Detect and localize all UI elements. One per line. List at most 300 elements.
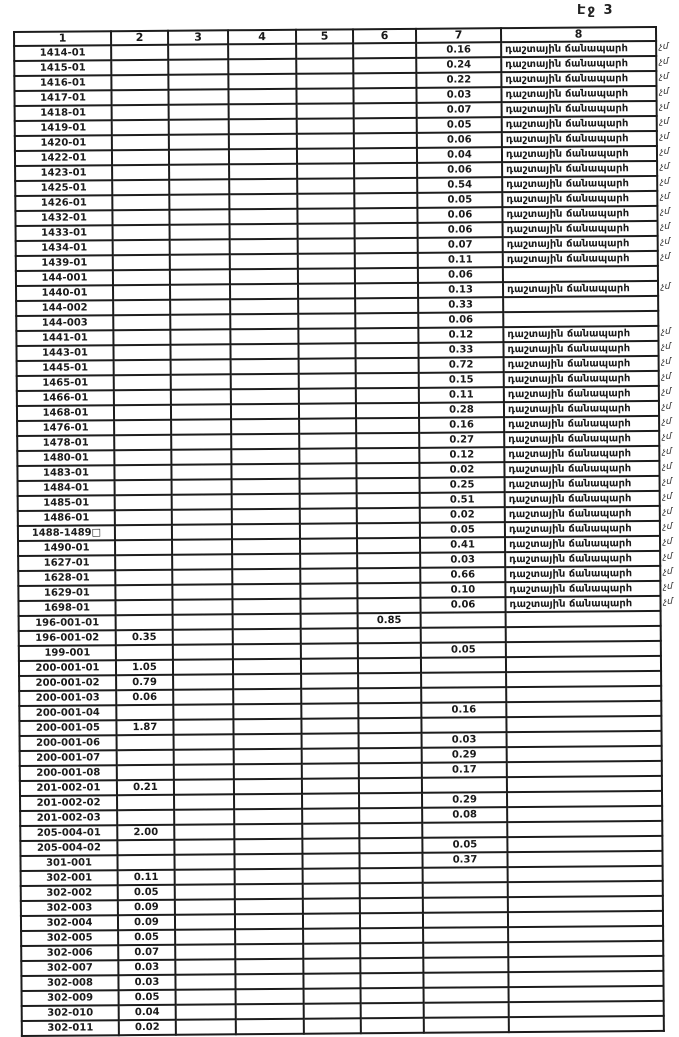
cell-col5-value: [299, 373, 356, 388]
road-suffix-note: չմ: [661, 386, 672, 397]
cell-col4-value: [233, 674, 301, 690]
cell-land-use: [507, 821, 662, 837]
cell-col7-value: 0.54: [417, 177, 502, 193]
cell-col2-value: 0.21: [117, 780, 174, 795]
cell-land-use: դաշտային ճանապարհ չմ: [502, 101, 657, 117]
cell-col3-value: [172, 554, 232, 569]
cell-col4-value: [230, 284, 298, 300]
cell-col7-value: [424, 987, 509, 1003]
cell-col6-value: [359, 823, 422, 838]
cell-col6-value: [361, 1003, 424, 1018]
cell-col4-value: [230, 314, 298, 330]
cell-col4-value: [235, 869, 303, 885]
cell-col5-value: [303, 973, 360, 988]
cell-col6-value: [354, 133, 417, 148]
cell-parcel-id: 201-002-01: [20, 780, 117, 796]
road-suffix-note: չմ: [659, 86, 669, 97]
road-suffix-note: չմ: [659, 146, 670, 157]
cell-col2-value: [115, 510, 172, 525]
cell-land-use: [508, 911, 663, 927]
cell-col7-value: 0.33: [418, 342, 503, 358]
cell-col4-value: [234, 794, 302, 810]
cell-col3-value: [170, 284, 230, 299]
cell-col2-value: [112, 120, 169, 135]
cell-col3-value: [170, 224, 230, 239]
cell-col7-value: 0.17: [422, 762, 507, 778]
cell-parcel-id: 1465-01: [17, 375, 114, 391]
cell-col5-value: [298, 328, 355, 343]
cell-col2-value: [115, 585, 172, 600]
cell-parcel-id: 1490-01: [18, 540, 115, 556]
cell-col2-value: [112, 105, 169, 120]
cell-col7-value: [421, 612, 506, 628]
cell-land-use: դաշտային ճանապարհ չմ: [504, 416, 659, 432]
road-suffix-note: չմ: [659, 131, 670, 142]
cell-col4-value: [230, 224, 298, 240]
cell-col5-value: [300, 478, 357, 493]
cell-col2-value: [115, 600, 172, 615]
cell-parcel-id: 302-008: [21, 975, 118, 991]
cell-parcel-id: 1627-01: [18, 555, 115, 571]
cell-col2-value: 0.05: [118, 930, 175, 945]
cell-col2-value: 0.79: [116, 675, 173, 690]
cell-col3-value: [172, 539, 232, 554]
cell-col7-value: 0.06: [420, 597, 505, 613]
cell-col5-value: [297, 208, 354, 223]
cell-col7-value: 0.29: [422, 792, 507, 808]
cell-col5-value: [299, 448, 356, 463]
cell-col4-value: [233, 614, 301, 630]
road-suffix-note: չմ: [660, 176, 670, 187]
cell-col3-value: [169, 134, 229, 149]
cell-col7-value: 0.12: [419, 447, 504, 463]
cell-col7-value: 0.05: [417, 192, 502, 208]
cell-parcel-id: 1433-01: [16, 225, 113, 241]
cell-col5-value: [300, 508, 357, 523]
cell-col7-value: 0.06: [418, 312, 503, 328]
cell-col7-value: 0.72: [419, 357, 504, 373]
cell-parcel-id: 1476-01: [17, 420, 114, 436]
cell-col4-value: [233, 644, 301, 660]
cell-parcel-id: 302-006: [21, 945, 118, 961]
cell-parcel-id: 302-010: [22, 1005, 119, 1021]
cell-land-use: դաշտային ճանապարհ չմ: [505, 596, 660, 612]
cell-col5-value: [301, 673, 358, 688]
cell-col4-value: [228, 89, 296, 105]
cell-land-use: դաշտային ճանապարհ չմ: [502, 116, 657, 132]
cell-col4-value: [228, 74, 296, 90]
cell-col6-value: [356, 418, 419, 433]
cell-col6-value: 0.85: [358, 613, 421, 628]
road-suffix-note: չմ: [663, 596, 673, 607]
cell-parcel-id: 1432-01: [15, 210, 112, 226]
cell-col5-value: [297, 118, 354, 133]
cell-land-use: դաշտային ճանապարհ չմ: [503, 236, 658, 252]
cell-col2-value: [113, 285, 170, 300]
cell-col2-value: [111, 45, 168, 60]
cell-col3-value: [168, 59, 228, 74]
cell-col4-value: [234, 809, 302, 825]
cell-col2-value: [113, 240, 170, 255]
cell-col2-value: [117, 810, 174, 825]
cell-col4-value: [229, 119, 297, 135]
cell-col2-value: [117, 840, 174, 855]
cell-col3-value: [175, 914, 235, 929]
cell-col5-value: [302, 778, 359, 793]
cell-land-use: [509, 1001, 664, 1017]
cell-col2-value: [115, 555, 172, 570]
cell-col5-value: [299, 403, 356, 418]
cell-col2-value: [111, 75, 168, 90]
cell-col5-value: [298, 238, 355, 253]
cell-land-use: դաշտային ճանապարհ չմ: [503, 281, 658, 297]
cell-col6-value: [357, 523, 420, 538]
cell-col3-value: [168, 44, 228, 59]
cell-col5-value: [298, 223, 355, 238]
cell-land-use: [507, 731, 662, 747]
cell-col5-value: [298, 253, 355, 268]
cell-col6-value: [360, 958, 423, 973]
cell-col4-value: [236, 989, 304, 1005]
cell-col7-value: [423, 867, 508, 883]
cell-col5-value: [296, 43, 353, 58]
cell-land-use: [506, 671, 661, 687]
cell-col4-value: [229, 134, 297, 150]
road-suffix-note: չմ: [660, 236, 671, 247]
cell-col7-value: [424, 1002, 509, 1018]
cell-col3-value: [169, 149, 229, 164]
cell-col7-value: 0.02: [419, 462, 504, 478]
cell-col5-value: [300, 493, 357, 508]
cell-col4-value: [232, 584, 300, 600]
cell-parcel-id: 1415-01: [14, 60, 111, 76]
cell-col4-value: [232, 479, 300, 495]
cell-col4-value: [230, 269, 298, 285]
cell-col3-value: [175, 929, 235, 944]
cell-col6-value: [354, 208, 417, 223]
cell-col4-value: [229, 179, 297, 195]
cell-col5-value: [299, 358, 356, 373]
cell-col7-value: 0.16: [416, 42, 501, 58]
cell-col5-value: [298, 313, 355, 328]
cell-col3-value: [174, 854, 234, 869]
cell-col6-value: [357, 538, 420, 553]
cell-col6-value: [355, 328, 418, 343]
cell-col3-value: [169, 209, 229, 224]
cell-parcel-id: 302-002: [21, 885, 118, 901]
road-suffix-note: չմ: [660, 221, 670, 232]
cell-land-use: դաշտային ճանապարհ չմ: [505, 566, 660, 582]
cell-col6-value: [355, 298, 418, 313]
cell-land-use: [508, 941, 663, 957]
cell-col5-value: [299, 433, 356, 448]
cell-col2-value: [111, 60, 168, 75]
cell-col3-value: [174, 839, 234, 854]
cell-col5-value: [303, 913, 360, 928]
cell-parcel-id: 144-002: [16, 300, 113, 316]
cell-col7-value: 0.05: [420, 522, 505, 538]
cell-parcel-id: 1480-01: [17, 450, 114, 466]
cell-col2-value: 1.87: [116, 720, 173, 735]
cell-col6-value: [360, 868, 423, 883]
cell-col6-value: [359, 838, 422, 853]
cell-land-use: [507, 746, 662, 762]
cell-col4-value: [233, 659, 301, 675]
cell-col2-value: [117, 750, 174, 765]
cell-col4-value: [230, 239, 298, 255]
cell-col4-value: [232, 569, 300, 585]
cell-col2-value: [114, 360, 171, 375]
cell-col3-value: [171, 464, 231, 479]
cell-col5-value: [302, 808, 359, 823]
cell-col3-value: [175, 899, 235, 914]
cell-land-use: [503, 296, 658, 312]
cell-col4-value: [231, 374, 299, 390]
cell-col7-value: 0.51: [420, 492, 505, 508]
cell-col3-value: [173, 629, 233, 644]
cell-col5-value: [298, 283, 355, 298]
cell-land-use: դաշտային ճանապարհ չմ: [502, 131, 657, 147]
cell-col7-value: [421, 687, 506, 703]
cell-land-use: դաշտային ճանապարհ չմ: [503, 251, 658, 267]
cell-col5-value: [299, 418, 356, 433]
cell-col2-value: [114, 450, 171, 465]
cell-col3-value: [176, 989, 236, 1004]
cell-col3-value: [172, 584, 232, 599]
cell-col3-value: [174, 794, 234, 809]
cell-col6-value: [355, 223, 418, 238]
cell-col5-value: [304, 1003, 361, 1018]
cell-col3-value: [175, 869, 235, 884]
cell-land-use: [508, 881, 663, 897]
road-suffix-note: չմ: [661, 371, 672, 382]
cell-col3-value: [171, 389, 231, 404]
cell-col5-value: [297, 163, 354, 178]
cell-parcel-id: 201-002-02: [20, 795, 117, 811]
cell-col5-value: [300, 523, 357, 538]
cell-col3-value: [173, 644, 233, 659]
cell-col4-value: [232, 539, 300, 555]
cell-col6-value: [357, 493, 420, 508]
cell-parcel-id: 1417-01: [14, 90, 111, 106]
cell-col3-value: [171, 374, 231, 389]
road-suffix-note: չմ: [663, 581, 673, 592]
column-header: 4: [228, 30, 296, 45]
cell-land-use: [509, 1016, 664, 1032]
cell-land-use: դաշտային ճանապարհ չմ: [502, 176, 657, 192]
cell-col6-value: [356, 463, 419, 478]
cell-col3-value: [173, 704, 233, 719]
cell-col2-value: 0.02: [119, 1020, 176, 1035]
cell-col2-value: [114, 390, 171, 405]
cell-col4-value: [231, 359, 299, 375]
road-suffix-note: չմ: [662, 446, 672, 457]
cell-col6-value: [357, 598, 420, 613]
cell-col5-value: [302, 763, 359, 778]
column-header: 5: [296, 29, 353, 43]
cell-col2-value: 0.07: [118, 945, 175, 960]
cell-col3-value: [171, 434, 231, 449]
road-suffix-note: չմ: [662, 476, 672, 487]
cell-col6-value: [356, 433, 419, 448]
cell-col5-value: [300, 598, 357, 613]
road-suffix-note: չմ: [663, 566, 673, 577]
cell-parcel-id: 200-001-07: [20, 750, 117, 766]
cell-col7-value: [423, 942, 508, 958]
cell-col6-value: [359, 853, 422, 868]
cell-land-use: [507, 806, 662, 822]
cell-col3-value: [172, 479, 232, 494]
cell-col3-value: [176, 1019, 236, 1034]
cell-parcel-id: 302-003: [21, 900, 118, 916]
cell-parcel-id: 1484-01: [18, 480, 115, 496]
cell-col3-value: [174, 749, 234, 764]
road-suffix-note: չմ: [660, 191, 670, 202]
cell-col4-value: [233, 689, 301, 705]
cell-col3-value: [170, 314, 230, 329]
cell-col5-value: [297, 178, 354, 193]
cell-col2-value: [114, 465, 171, 480]
cell-col7-value: 0.16: [419, 417, 504, 433]
cell-col5-value: [301, 688, 358, 703]
cell-col5-value: [303, 883, 360, 898]
cell-col2-value: [115, 525, 172, 540]
cell-col2-value: [112, 165, 169, 180]
cell-land-use: դաշտային ճանապարհ չմ: [505, 476, 660, 492]
cell-parcel-id: 1422-01: [15, 150, 112, 166]
cell-land-use: դաշտային ճանապարհ չմ: [502, 206, 657, 222]
cell-parcel-id: 205-004-01: [20, 825, 117, 841]
cell-col4-value: [230, 254, 298, 270]
cell-col3-value: [169, 104, 229, 119]
cell-col7-value: 0.05: [421, 642, 506, 658]
cell-land-use: դաշտային ճանապարհ չմ: [502, 161, 657, 177]
cell-land-use: [503, 266, 658, 282]
cell-parcel-id: 200-001-01: [19, 660, 116, 676]
cell-col2-value: [116, 705, 173, 720]
cell-parcel-id: 1698-01: [18, 600, 115, 616]
cell-col2-value: [115, 480, 172, 495]
cell-land-use: [506, 626, 661, 642]
cell-parcel-id: 1488-1489□: [18, 525, 115, 541]
cell-col4-value: [231, 434, 299, 450]
cell-col6-value: [355, 238, 418, 253]
cell-col5-value: [300, 553, 357, 568]
road-suffix-note: չմ: [659, 41, 669, 52]
cell-col7-value: 0.33: [418, 297, 503, 313]
cell-col2-value: 0.03: [118, 975, 175, 990]
cell-col2-value: 0.09: [118, 915, 175, 930]
cell-col4-value: [230, 329, 298, 345]
cell-col6-value: [355, 343, 418, 358]
cell-col5-value: [296, 88, 353, 103]
cell-col4-value: [234, 749, 302, 765]
cell-col6-value: [354, 193, 417, 208]
cell-col7-value: 0.22: [416, 72, 501, 88]
cell-col6-value: [359, 748, 422, 763]
cell-col6-value: [359, 793, 422, 808]
cell-parcel-id: 199-001: [19, 645, 116, 661]
cell-parcel-id: 302-004: [21, 915, 118, 931]
road-suffix-note: չմ: [661, 401, 672, 412]
cell-col6-value: [358, 658, 421, 673]
cell-land-use: դաշտային ճանապարհ չմ: [501, 56, 656, 72]
cell-col6-value: [354, 118, 417, 133]
cell-col5-value: [302, 823, 359, 838]
road-suffix-note: չմ: [660, 206, 670, 217]
cell-parcel-id: 1416-01: [14, 75, 111, 91]
cell-col2-value: [113, 225, 170, 240]
cell-col3-value: [170, 269, 230, 284]
cell-col4-value: [231, 449, 299, 465]
cell-col5-value: [303, 928, 360, 943]
cell-col7-value: 0.24: [416, 57, 501, 73]
cell-col7-value: 0.10: [420, 582, 505, 598]
cell-col5-value: [303, 943, 360, 958]
cell-col7-value: [421, 627, 506, 643]
cell-parcel-id: 200-001-08: [20, 765, 117, 781]
cell-col7-value: 0.25: [420, 477, 505, 493]
cell-col6-value: [355, 268, 418, 283]
cell-col5-value: [302, 793, 359, 808]
cell-col7-value: 0.03: [420, 552, 505, 568]
cell-col7-value: 0.05: [417, 117, 502, 133]
cell-col6-value: [353, 58, 416, 73]
road-suffix-note: չմ: [659, 56, 669, 67]
cell-col7-value: 0.37: [422, 852, 507, 868]
cell-land-use: [507, 791, 662, 807]
cell-parcel-id: 302-011: [22, 1020, 119, 1036]
cell-parcel-id: 1426-01: [15, 195, 112, 211]
cell-col5-value: [301, 718, 358, 733]
cell-land-use: դաշտային ճանապարհ չմ: [502, 191, 657, 207]
cell-land-use: դաշտային ճանապարհ չմ: [505, 536, 660, 552]
cell-col4-value: [235, 944, 303, 960]
cell-col2-value: [112, 195, 169, 210]
cell-col6-value: [355, 283, 418, 298]
cell-col4-value: [235, 884, 303, 900]
cell-land-use: դաշտային ճանապարհ չմ: [501, 71, 656, 87]
cell-col3-value: [173, 659, 233, 674]
cell-parcel-id: 302-009: [22, 990, 119, 1006]
cell-col6-value: [360, 928, 423, 943]
cell-col3-value: [168, 74, 228, 89]
cell-col4-value: [228, 44, 296, 60]
cell-col7-value: [423, 897, 508, 913]
cell-col7-value: [421, 672, 506, 688]
cell-col6-value: [355, 313, 418, 328]
cell-parcel-id: 302-001: [21, 870, 118, 886]
cell-col7-value: 0.06: [418, 267, 503, 283]
cell-parcel-id: 1423-01: [15, 165, 112, 181]
cell-land-use: [506, 611, 661, 627]
cell-col7-value: 0.06: [418, 222, 503, 238]
cell-parcel-id: 144-001: [16, 270, 113, 286]
cell-land-use: դաշտային ճանապարհ չմ: [505, 521, 660, 537]
cell-col2-value: [113, 345, 170, 360]
cell-col3-value: [175, 944, 235, 959]
page-number-label: Էջ 3: [577, 3, 615, 18]
cell-parcel-id: 196-001-01: [19, 615, 116, 631]
cell-col2-value: 2.00: [117, 825, 174, 840]
road-suffix-note: չմ: [662, 416, 672, 427]
cell-col4-value: [232, 524, 300, 540]
road-suffix-note: չմ: [660, 281, 671, 292]
cell-col5-value: [301, 628, 358, 643]
cell-col5-value: [302, 853, 359, 868]
cell-col5-value: [299, 388, 356, 403]
cell-land-use: դաշտային ճանապարհ չմ: [504, 386, 659, 402]
